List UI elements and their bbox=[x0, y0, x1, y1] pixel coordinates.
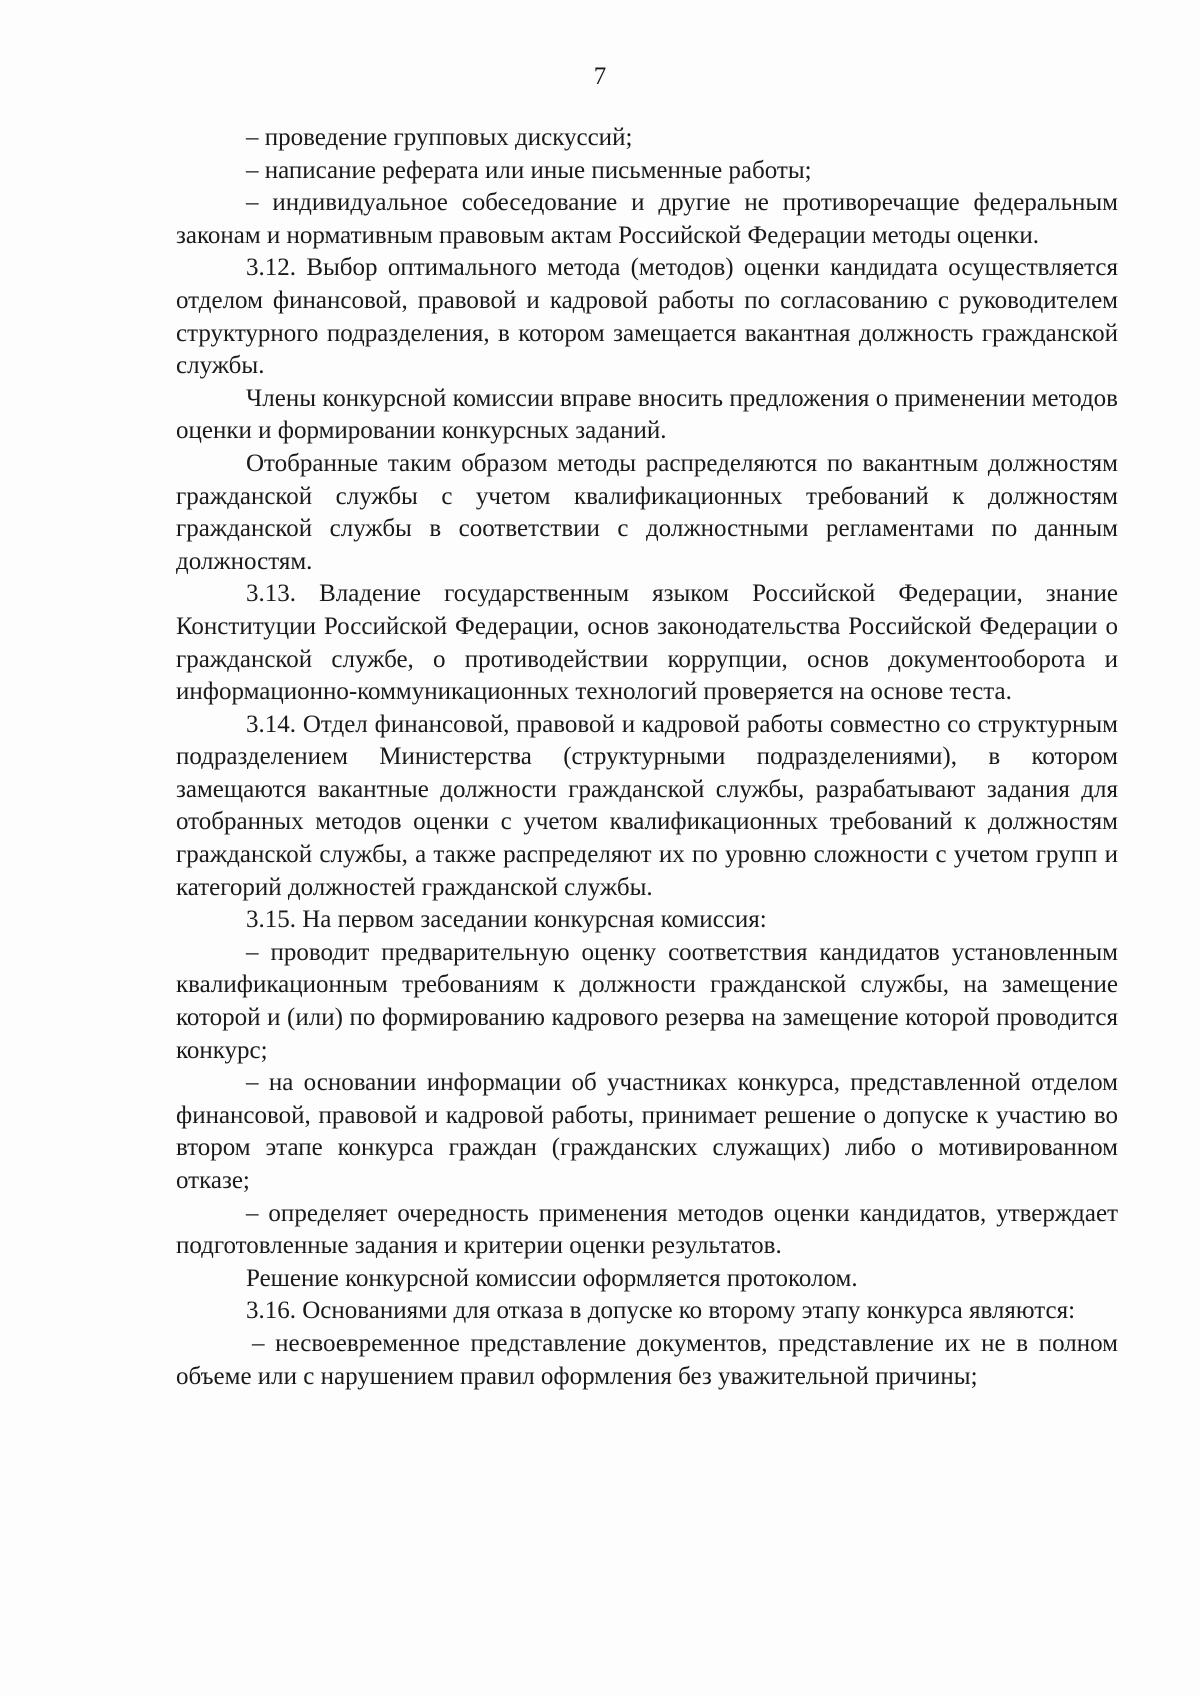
clause-3-12: 3.12. Выбор оптимального метода (методов) оценки кандидата осуществляется отделом финансовой, правовой и кадровой работы по согласованию с руководителем структурного подразделения, в котором замещается вакантная должность гражданской службы. bbox=[176, 254, 1118, 380]
list-item-admission-decision: – на основании информации об участниках конкурса, представленной отделом финансовой, правовой и кадровой работы, принимает решение о допуске к участию во втором этапе конкурса граждан (гражданских служащих) либо о мотивированном отказе; bbox=[176, 1069, 1118, 1194]
document-body bbox=[176, 122, 1118, 1393]
clause-3-13: 3.13. Владение государственным языком Российской Федерации, знание Конституции Российской Федерации, основ законодательства Российской Федерации о гражданской службе, о противодействии коррупции, основ документооборота и информационно-коммуникационных технологий проверяется на основе теста. bbox=[176, 580, 1118, 706]
page-number: 7 bbox=[593, 63, 607, 90]
paragraph-protocol: Решение конкурсной комиссии оформляется протоколом. bbox=[246, 1264, 858, 1292]
list-item-assessment-order: – определяет очередность применения методов оценки кандидатов, утверждает подготовленные задания и критерии оценки результатов. bbox=[176, 1199, 1118, 1260]
paragraph-selected-methods: Отобранные таким образом методы распределяются по вакантным должностям гражданской службы с учетом квалификационных требований к должностям гражданской службы в соответствии с должностными регламентами по данным должностям. bbox=[176, 449, 1118, 575]
paragraph-commission-members: Члены конкурсной комиссии вправе вносить предложения о применении методов оценки и формировании конкурсных заданий. bbox=[176, 384, 1118, 445]
list-item-interview: – индивидуальное собеседование и другие не противоречащие федеральным законам и нормативным правовым актам Российской Федерации методы оценки. bbox=[176, 189, 1118, 249]
clause-3-16: 3.16. Основаниями для отказа в допуске ко второму этапу конкурса являются: bbox=[246, 1297, 1076, 1325]
list-item-essay: – написание реферата или иные письменные работы; bbox=[246, 156, 812, 184]
list-item-preliminary-assessment: – проводит предварительную оценку соответствия кандидатов установленным квалификационным требованиям к должности гражданской службы, на замещение которой и (или) по формированию кадрового резерва на замещение которой проводится конкурс; bbox=[176, 938, 1118, 1064]
clause-3-14: 3.14. Отдел финансовой, правовой и кадровой работы совместно со структурным подразделением Министерства (структурными подразделениями), в котором замещаются вакантные должности гражданской службы, разрабатывают задания для отобранных методов оценки с учетом квалификационных требований к должностям гражданской службы, а также распределяют их по уровню сложности с учетом групп и категорий должностей гражданской службы. bbox=[176, 710, 1118, 901]
list-item-group-discussions: – проведение групповых дискуссий; bbox=[246, 124, 633, 151]
list-item-late-documents: – несвоевременное представление документов, представление их не в полном объеме или с нарушением правил оформления без уважительной причины; bbox=[176, 1329, 1118, 1390]
clause-3-15: 3.15. На первом заседании конкурсная комиссия: bbox=[246, 906, 767, 934]
